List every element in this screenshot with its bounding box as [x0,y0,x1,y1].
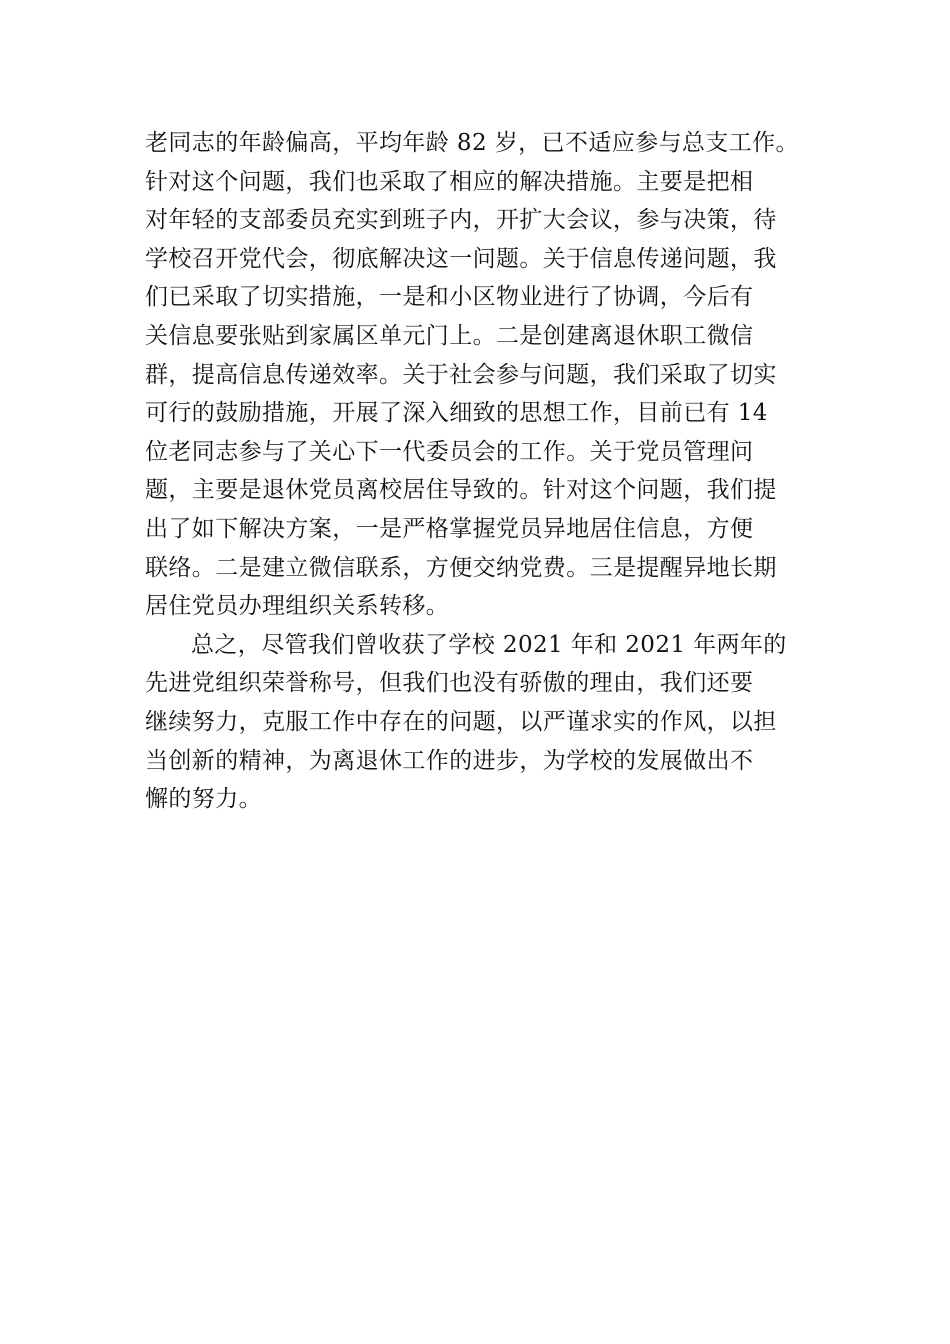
text-line: 懈的努力。 [145,786,262,813]
text-line: 总之，尽管我们曾收获了学校 2021 年和 2021 年两年的 [191,631,787,658]
text-line: 对年轻的支部委员充实到班子内，开扩大会议，参与决策，待 [145,207,777,234]
text-line: 学校召开党代会，彻底解决这一问题。关于信息传递问题，我 [145,245,777,272]
text-line: 题，主要是退休党员离校居住导致的。针对这个问题，我们提 [145,477,777,504]
text-line: 们已采取了切实措施，一是和小区物业进行了协调，今后有 [145,284,754,311]
text-line: 联络。二是建立微信联系，方便交纳党费。三是提醒异地长期 [145,554,777,581]
body-text [145,124,810,819]
text-line: 继续努力，克服工作中存在的问题，以严谨求实的作风，以担 [145,708,777,735]
text-line: 关信息要张贴到家属区单元门上。二是创建离退休职工微信 [145,322,754,349]
text-line: 出了如下解决方案，一是严格掌握党员异地居住信息，方便 [145,515,754,542]
paragraph-2 [145,626,810,819]
text-line: 先进党组织荣誉称号，但我们也没有骄傲的理由，我们还要 [145,670,754,697]
text-line: 居住党员办理组织关系转移。 [145,593,450,620]
text-line: 针对这个问题，我们也采取了相应的解决措施。主要是把相 [145,168,754,195]
text-line: 群，提高信息传递效率。关于社会参与问题，我们采取了切实 [145,361,777,388]
text-line: 位老同志参与了关心下一代委员会的工作。关于党员管理问 [145,438,754,465]
text-line: 可行的鼓励措施，开展了深入细致的思想工作，目前已有 14 [145,400,768,427]
paragraph-1 [145,124,810,626]
text-line: 老同志的年龄偏高，平均年龄 82 岁，已不适应参与总支工作。 [145,130,799,156]
text-line: 当创新的精神，为离退休工作的进步，为学校的发展做出不 [145,747,754,774]
